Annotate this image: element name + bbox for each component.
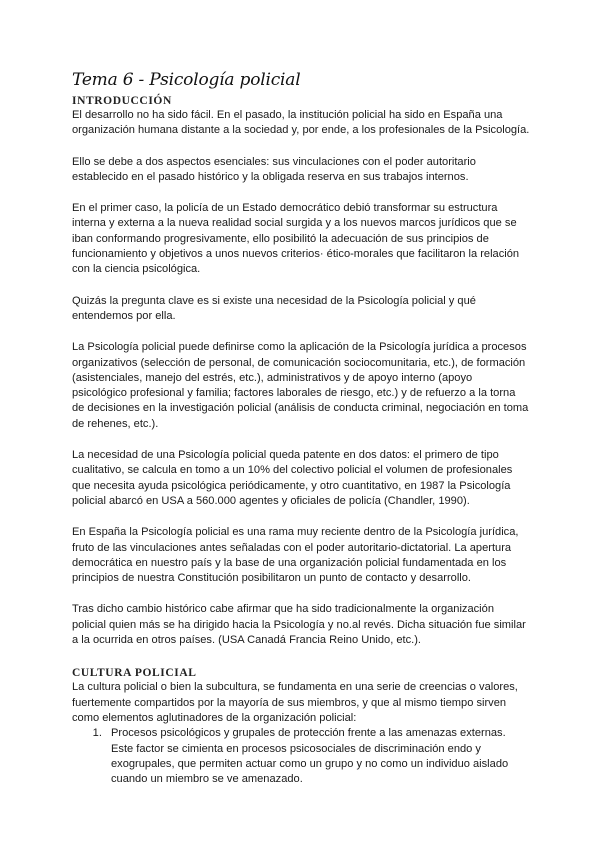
paragraph: En España la Psicología policial es una rama muy reciente dentro de la Psicología jurídica, fruto de las vinculaciones antes señaladas con el poder autoritario-dictatorial. La apertura democrática en nuestro país y la base de una organización policial fundamentada en los principios de nuestra Constitución posibilitaron un punto de contacto y desarrollo. bbox=[72, 526, 519, 585]
list-item: 1. Procesos psicológicos y grupales de protección frente a las amenazas externas. Este factor se cimienta en procesos psicosociales de discriminación endo y exogrupales, que permiten actuar como un grupo y no como un individuo aislado cuando un miembro se ve amenazado. bbox=[105, 726, 530, 787]
section-heading-cultura-policial: CULTURA POLICIAL bbox=[72, 667, 197, 680]
paragraph: La necesidad de una Psicología policial queda patente en dos datos: el primero de tipo cualitativo, se calcula en tomo a un 10% del colectivo policial el volumen de profesionales que necesita ayuda psicológica periódicamente, y otro cuantitativo, en 1987 la Psicología policial abarcó en USA a 560.000 agentes y oficiales de policía (Chandler, 1990). bbox=[72, 449, 513, 507]
paragraph: La Psicología policial puede definirse como la aplicación de la Psicología jurídica a procesos organizativos (selección de personal, de comunicación sociocomunitaria, etc.), de formación (asistenciales, manejo del estrés, etc.), administrativos y de apoyo interno (apoyo psicológico profesional y familia; factores laborales de riesgo, etc.) y de refuerzo a la torna de decisiones en la investigación policial (análisis de conducta criminal, negociación en toma de rehenes, etc.). bbox=[72, 341, 529, 430]
paragraph: El desarrollo no ha sido fácil. En el pasado, la institución policial ha sido en España una organización humana distante a la sociedad y, por ende, a los profesionales de la Psicología. bbox=[72, 109, 530, 137]
paragraph: La cultura policial o bien la subcultura, se fundamenta en una serie de creencias o valores, fuertemente compartidos por la mayoría de sus miembros, y que al mismo tiempo sirven como elementos aglutinadores de la organización policial: bbox=[72, 681, 518, 724]
document-title: Tema 6 - Psicología policial bbox=[72, 70, 301, 90]
paragraph: Quizás la pregunta clave es si existe una necesidad de la Psicología policial y qué entendemos por ella. bbox=[72, 294, 476, 322]
numbered-list bbox=[72, 726, 530, 787]
paragraph: Ello se debe a dos aspectos esenciales: sus vinculaciones con el poder autoritario establecido en el pasado histórico y la obligada reserva en sus trabajos internos. bbox=[72, 155, 476, 183]
paragraph: Tras dicho cambio histórico cabe afirmar que ha sido tradicionalmente la organización policial quien más se ha dirigido hacia la Psicología y no.al revés. Dicha situación fue similar a la ocurrida en otros países. (USA Canadá Francia Reino Unido, etc.). bbox=[72, 603, 526, 647]
paragraph: En el primer caso, la policía de un Estado democrático debió transformar su estructura interna y externa a la nueva realidad social surgida y a los nuevos marcos jurídicos que se iban conformando progresivamente, ello posibilitó la adecuación de sus principios de funcionamiento y objetivos a unos nuevos criterios· ético-morales que facilitaron la relación con la ciencia psicológica. bbox=[72, 202, 520, 276]
section-heading-introduccion: INTRODUCCIÓN bbox=[72, 95, 172, 107]
